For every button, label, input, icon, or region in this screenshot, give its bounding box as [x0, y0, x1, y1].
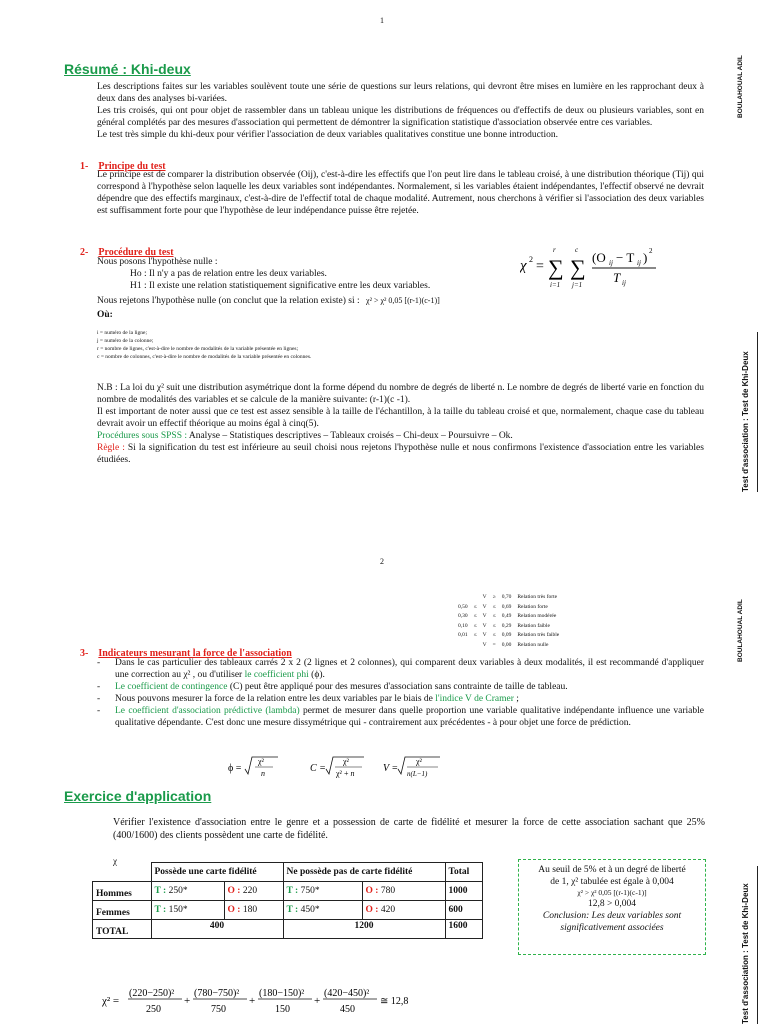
reject-rule-text: Nous rejetons l'hypothèse nulle (on conclut que la relation existe) si :	[97, 296, 360, 306]
section-3-title: Indicateurs mesurant la force de l'association	[98, 648, 292, 659]
svg-text:2: 2	[529, 255, 533, 264]
side-title-1: Test d'association : Test de Khi-Deux	[741, 351, 750, 492]
reject-rule-condition: χ² > χ² 0,05 [(r-1)(c-1)]	[366, 296, 440, 305]
section-2-title: Procédure du test	[98, 247, 174, 258]
svg-text:=: =	[536, 259, 544, 274]
svg-text:r: r	[553, 246, 556, 254]
svg-text:χ²: χ²	[416, 757, 422, 766]
intro-p3: Le test très simple du khi-deux pour vérifier l'association de deux variables qualitatives constitue une bonne introduction.	[97, 130, 559, 140]
spss-text: Analyse – Statistiques descriptives – Tableaux croisés – Chi-deux – Poursuivre – Ok.	[187, 431, 513, 441]
svg-text:c: c	[575, 246, 579, 254]
svg-text:ij: ij	[609, 259, 613, 267]
cramer-row: 0,50 ≤ V ≤ 0,69 Relation forte	[458, 603, 548, 610]
side-author-2: BOULAHOUAL ADIL	[737, 599, 744, 662]
table-row-total: TOTAL 400 1200 1600	[93, 920, 483, 939]
exercise-title: Exercice d'application	[64, 788, 212, 804]
hypothesis-intro: Nous posons l'hypothèse nulle :	[97, 257, 218, 267]
svg-text:): )	[643, 250, 648, 265]
list-item: - Le coefficient d'association prédictive (lambda) permet de mesurer dans quelle proportion une variable qualitative indépendante influence une variable qualitative dépendante. C'est donc une mesure dissymétrique qui - contrairement aux précédentes - à pour objet une force de prédiction.	[97, 706, 705, 728]
side-divider-2	[757, 866, 758, 1024]
cramer-row: 0,01 ≤ V ≤ 0,09 Relation très faible	[458, 632, 560, 638]
svg-text:750: 750	[211, 1004, 226, 1015]
svg-text:i=1: i=1	[550, 281, 561, 289]
page-title: Résumé : Khi-deux	[64, 61, 191, 77]
box-line-3: χ² > χ² 0,05 [(r-1)(c-1)]	[577, 888, 647, 897]
table-header-row	[93, 863, 483, 882]
cramer-row: 0,30 ≤ V ≤ 0,49 Relation modérée	[458, 613, 557, 619]
cramer-row: V ≥ 0,70 Relation très forte	[482, 594, 558, 600]
intro-p1: Les descriptions faites sur les variables soulèvent toute une série de questions sur leurs relations, qui devront être mises en lumière en les rapprochant deux à deux dans des analyses bi-variées.	[97, 82, 704, 104]
section-1-text: Le principe est de comparer la distribution observée (Oij), c'est-à-dire les effectifs que l'on peut lire dans le tableau croisé, à une distribution théorique (Tij) qui correspond à l'hypothèse selon laquelle les deux variables sont indépendantes. Normalement, si les variables étaient indépendantes, l'effectif observé ne devrait dépendre que des effectifs marginaux, c'est-à-dire de l'effectif total de chaque modalité. Autrement, nous cherchons à vérifier si l'association des deux variables est suffisamment forte pour que l'hypothèse de leur indépendance puisse être rejetée.	[97, 170, 704, 216]
box-line-4: 12,8 > 0,004	[587, 899, 637, 909]
legend-c: c = nombre de colonnes, c'est-à-dire le nombre de modalités de la variable présentée en colonnes.	[97, 354, 312, 360]
chi-square-calculation	[102, 978, 422, 1018]
cramer-scale-table	[455, 593, 562, 650]
ou-label: Où:	[97, 310, 113, 320]
col-header-no-card: Ne possède pas de carte fidélité	[283, 863, 445, 882]
section-1-num: 1-	[80, 161, 89, 172]
page-number-2: 2	[380, 557, 384, 566]
legend-i: i = numéro de la ligne;	[97, 330, 147, 336]
side-title-2: Test d'association : Test de Khi-Deux	[741, 883, 750, 1024]
cramer-row: 0,10 ≤ V ≤ 0,29 Relation faible	[458, 622, 550, 629]
intro-p2: Les tris croisés, qui ont pour objet de rassembler dans un tableau unique les distributions de fréquences ou d'effectifs de deux ou plusieurs variables, sont en général complétés par des mesures d'association qui permettent de démontrer la signification statistique d'association observée entre ces variables.	[97, 106, 704, 128]
intro-block	[97, 81, 704, 141]
chi-square-formula	[520, 238, 660, 290]
box-conclusion: Conclusion: Les deux variables sont significativement associées	[542, 911, 682, 933]
svg-text:χ²: χ²	[258, 757, 264, 766]
list-item: - Le coefficient de contingence (C) peut être appliqué pour des mesures d'association sans contrainte de taille de tableau.	[97, 682, 568, 692]
row-header-hommes: Hommes	[93, 882, 152, 901]
box-line-1: Au seuil de 5% et à un degré de liberté	[538, 865, 686, 875]
svg-text:(O: (O	[592, 250, 606, 265]
hypothesis-h0: Ho : Il n'y a pas de relation entre les deux variables.	[130, 269, 327, 279]
hypotheses-block	[97, 256, 517, 321]
svg-text:+: +	[249, 995, 256, 1007]
svg-text:χ²: χ²	[343, 757, 349, 766]
svg-text:∑: ∑	[548, 255, 564, 280]
svg-text:χ² =: χ² =	[102, 995, 120, 1007]
section-1-title: Principe du test	[98, 161, 166, 172]
svg-text:(180−150)²: (180−150)²	[259, 988, 305, 999]
svg-text:450: 450	[340, 1004, 355, 1015]
svg-text:≅ 12,8: ≅ 12,8	[380, 996, 409, 1007]
svg-text:ij: ij	[622, 279, 626, 287]
association-formulas	[228, 752, 448, 782]
svg-text:T: T	[613, 270, 621, 285]
legend-j: j = numéro de la colonne;	[97, 338, 154, 344]
svg-text:+: +	[184, 995, 191, 1007]
page-number-1: 1	[380, 16, 384, 25]
rule-label: Règle :	[97, 443, 125, 453]
row-header-femmes: Femmes	[93, 901, 152, 920]
rule-text: Si la signification du test est inférieure au seuil choisi nous rejetons l'hypothèse nulle et nous confirmons l'existence d'association entre les variables étudiées.	[97, 443, 704, 465]
svg-text:∑: ∑	[570, 255, 586, 280]
svg-text:χ² + n: χ² + n	[336, 769, 355, 778]
svg-text:C =: C =	[310, 763, 326, 774]
chi-mark: χ	[113, 856, 117, 866]
svg-text:150: 150	[275, 1004, 290, 1015]
conclusion-box	[518, 859, 706, 955]
svg-text:(780−750)²: (780−750)²	[194, 988, 240, 999]
col-header-has-card: Possède une carte fidélité	[151, 863, 283, 882]
loyalty-card-table	[92, 862, 483, 939]
svg-text:+: +	[314, 995, 321, 1007]
reject-rule	[97, 295, 517, 307]
svg-text:ij: ij	[637, 259, 641, 267]
svg-text:ϕ =: ϕ =	[228, 763, 242, 774]
exercise-text: Vérifier l'existence d'association entre le genre et a possession de carte de fidélité et mesurer la force de cette association sachant que 25% (400/1600) des clients possèdent une carte de fidélité.	[113, 817, 705, 841]
list-item: - Dans le cas particulier des tableaux carrés 2 x 2 (2 lignes et 2 colonnes), qui comparent deux variables à deux modalités, il est recommandé d'appliquer une correction au χ² , ou d'utiliser le coefficient phi (ϕ).	[97, 658, 704, 680]
side-author-1: BOULAHOUAL ADIL	[737, 55, 744, 118]
notes-block	[97, 382, 704, 466]
spss-label: Procédures sous SPSS :	[97, 431, 187, 441]
list-item: - Nous pouvons mesurer la force de la relation entre les deux variables par le biais de l'indice V de Cramer ;	[97, 694, 519, 704]
section-3-num: 3-	[80, 648, 89, 659]
col-header-total: Total	[445, 863, 482, 882]
indicators-list	[97, 657, 704, 729]
table-row-femmes: Femmes T : 150* O : 180 T : 450* O : 420 600	[93, 901, 483, 920]
svg-text:V =: V =	[383, 763, 399, 774]
nb-note: N.B : La loi du χ² suit une distribution asymétrique dont la forme dépend du nombre de degrés de liberté n. Le nombre de degrés de liberté varie en fonction du nombre de modalités des variables et se calcule de la manière suivante: (r-1)(c -1).	[97, 383, 704, 405]
svg-text:n: n	[261, 769, 265, 778]
svg-text:(220−250)²: (220−250)²	[129, 988, 175, 999]
section-2-num: 2-	[80, 247, 89, 258]
spss-procedure	[97, 430, 704, 442]
row-header-total: TOTAL	[93, 920, 152, 939]
svg-text:(420−450)²: (420−450)²	[324, 988, 370, 999]
legend-r: r = nombre de lignes, c'est-à-dire le nombre de modalités de la variable présentée en lignes;	[97, 346, 299, 352]
nb-note-2: Il est important de noter aussi que ce test est assez sensible à la taille de l'échantillon, à la taille du tableau croisé et que, normalement, chaque case du tableau devrait avoir un effectif théorique au moins égal à cinq(5).	[97, 407, 704, 429]
svg-text:2: 2	[649, 247, 653, 255]
box-line-2: de 1, χ² tabulée est égale à 0,004	[550, 877, 674, 887]
cramer-row: V = 0,00 Relation nulle	[482, 641, 549, 648]
index-legend	[97, 329, 497, 361]
table-row-hommes: Hommes T : 250* O : 220 T : 750* O : 780 1000	[93, 882, 483, 901]
side-divider-1	[757, 332, 758, 492]
hypothesis-h1: H1 : Il existe une relation statistiquement significative entre les deux variables.	[130, 281, 431, 291]
svg-text:j=1: j=1	[572, 281, 583, 289]
svg-text:n(L−1): n(L−1)	[407, 770, 428, 778]
svg-text:χ: χ	[520, 258, 527, 274]
svg-text:− T: − T	[616, 250, 635, 265]
rule	[97, 442, 704, 466]
svg-text:250: 250	[146, 1004, 161, 1015]
